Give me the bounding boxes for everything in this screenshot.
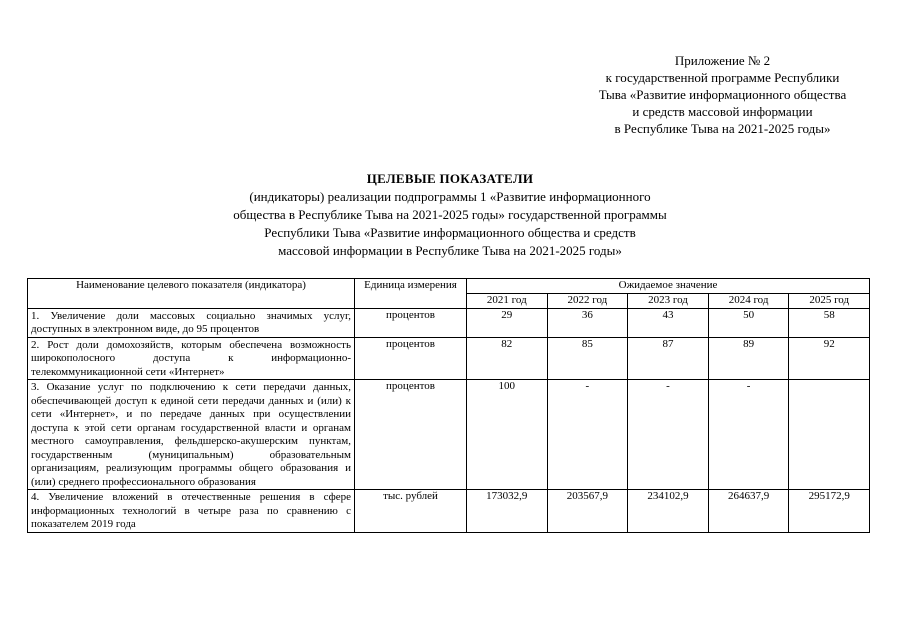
indicator-name: 2. Рост доли домохозяйств, которым обеспечена возможность широкополосного доступа к информационно-телекоммуникационной сети «Интернет» [28, 337, 355, 380]
indicator-value [789, 380, 870, 490]
header-year: 2021 год [467, 294, 548, 309]
indicator-name: 4. Увеличение вложений в отечественные решения в сфере информационных технологий в четыре раза по сравнению с показателем 2019 года [28, 490, 355, 533]
indicator-value: 92 [789, 337, 870, 380]
indicator-name: 1. Увеличение доли массовых социально значимых услуг, доступных в электронном виде, до 95 процентов [28, 308, 355, 337]
indicator-value: 50 [708, 308, 789, 337]
title-line: Республики Тыва «Развитие информационного общества и средств [264, 225, 636, 240]
appendix-line: в Республике Тыва на 2021-2025 годы» [614, 121, 831, 136]
indicator-value: 234102,9 [628, 490, 709, 533]
header-expected-value: Ожидаемое значение [467, 279, 870, 294]
table-row [28, 380, 870, 490]
header-year: 2025 год [789, 294, 870, 309]
title-line: массовой информации в Республике Тыва на 2021-2025 годы» [278, 243, 622, 258]
title-line: (индикаторы) реализации подпрограммы 1 «Развитие информационного [249, 189, 651, 204]
indicator-value: - [547, 380, 628, 490]
indicator-value: 58 [789, 308, 870, 337]
title-line: общества в Республике Тыва на 2021-2025 годы» государственной программы [233, 207, 667, 222]
document-title [150, 170, 750, 260]
header-unit: Единица измерения [355, 279, 467, 309]
appendix-line: и средств массовой информации [632, 104, 813, 119]
indicators-table [27, 278, 870, 533]
header-year: 2023 год [628, 294, 709, 309]
indicator-value: 203567,9 [547, 490, 628, 533]
indicator-value: 89 [708, 337, 789, 380]
indicator-name: 3. Оказание услуг по подключению к сети передачи данных, обеспечивающей доступ к единой сети передачи данных и (или) к сети «Интернет», и по передаче данных при осуществлении доступа к этой сети органам государственной власти и органам местного самоуправления, фельдшерско-акушерским пунктам, государственным (муниципальным) образовательным организациям, реализующим программы общего образования и (или) среднего профессионального образования [28, 380, 355, 490]
table-row [28, 490, 870, 533]
header-year: 2024 год [708, 294, 789, 309]
indicator-unit: тыс. рублей [355, 490, 467, 533]
appendix-line: к государственной программе Республики [605, 70, 840, 85]
indicator-unit: процентов [355, 380, 467, 490]
header-name: Наименование целевого показателя (индикатора) [28, 279, 355, 309]
appendix-line: Тыва «Развитие информационного общества [598, 87, 847, 102]
indicator-unit: процентов [355, 308, 467, 337]
indicator-value: 29 [467, 308, 548, 337]
indicator-value: 85 [547, 337, 628, 380]
title-heading: ЦЕЛЕВЫЕ ПОКАЗАТЕЛИ [366, 171, 534, 186]
table-row [28, 337, 870, 380]
indicator-value: 173032,9 [467, 490, 548, 533]
indicator-value: - [628, 380, 709, 490]
indicator-value: 87 [628, 337, 709, 380]
header-year: 2022 год [547, 294, 628, 309]
indicator-value: 43 [628, 308, 709, 337]
indicator-value: - [708, 380, 789, 490]
table-row [28, 308, 870, 337]
indicator-value: 264637,9 [708, 490, 789, 533]
indicator-value: 82 [467, 337, 548, 380]
indicator-value: 36 [547, 308, 628, 337]
indicator-value: 100 [467, 380, 548, 490]
indicator-unit: процентов [355, 337, 467, 380]
appendix-line: Приложение № 2 [674, 53, 771, 68]
appendix-note [560, 52, 885, 137]
indicator-value: 295172,9 [789, 490, 870, 533]
